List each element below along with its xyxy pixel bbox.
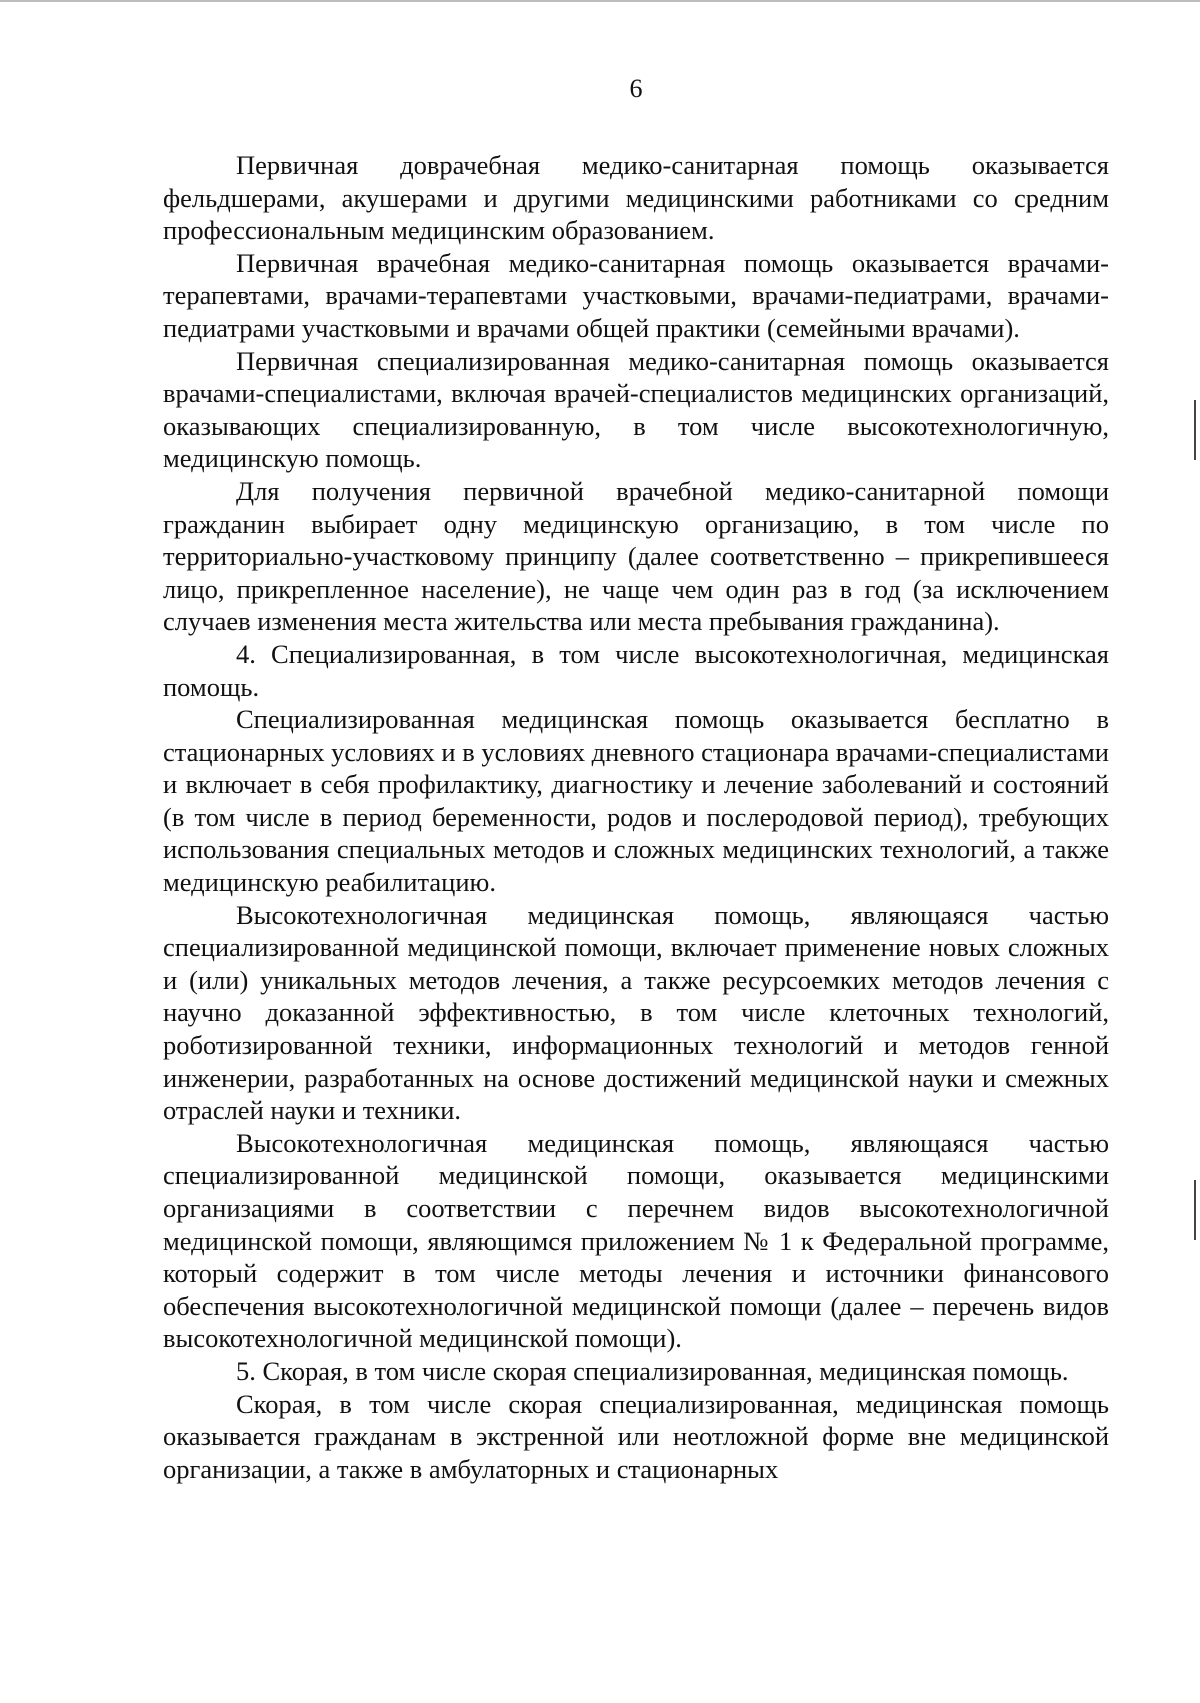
section-heading-emergency-care: 5. Скорая, в том числе скорая специализированная, медицинская помощь. (236, 1355, 1069, 1386)
scan-margin-mark (1194, 1180, 1196, 1240)
scan-margin-mark (1194, 400, 1196, 460)
paragraph-primary-physician-care: Первичная врачебная медико-санитарная помощь оказывается врачами-терапевтами, врачами-терапевтами участковыми, врачами-педиатрами, врачами-педиатрами участковыми и врачами общей практики (семейными врачами). (163, 247, 1109, 343)
paragraph-primary-pre-physician-care: Первичная доврачебная медико-санитарная помощь оказывается фельдшерами, акушерами и другими медицинскими работниками со средним профессиональным медицинским образованием. (163, 150, 1109, 246)
paragraph-primary-specialized-care: Первичная специализированная медико-санитарная помощь оказывается врачами-специалистами, включая врачей-специалистов медицинских организаций, оказывающих специализированную, в том числе высокотехнологичную, медицинскую помощь. (163, 345, 1109, 474)
document-body (163, 149, 1109, 1485)
paragraph-emergency-care: Скорая, в том числе скорая специализированная, медицинская помощь оказывается гражданам в экстренной или неотложной форме вне медицинской организации, а также в амбулаторных и стационарных (163, 1388, 1109, 1484)
paragraph-high-tech-care-definition: Высокотехнологичная медицинская помощь, являющаяся частью специализированной медицинской помощи, включает применение новых сложных и (или) уникальных методов лечения, а также ресурсоемких методов лечения с научно доказанной эффективностью, в том числе клеточных технологий, роботизированной техники, информационных технологий и методов генной инженерии, разработанных на основе достижений медицинской науки и смежных отраслей науки и техники. (163, 899, 1109, 1126)
section-heading-specialized-care: 4. Специализированная, в том числе высокотехнологичная, медицинская помощь. (163, 638, 1109, 702)
paragraph-specialized-care: Специализированная медицинская помощь оказывается бесплатно в стационарных условиях и в условиях дневного стационара врачами-специалистами и включает в себя профилактику, диагностику и лечение заболеваний и состояний (в том числе в период беременности, родов и послеродовой период), требующих использования специальных методов и сложных медицинских технологий, а также медицинскую реабилитацию. (163, 704, 1109, 898)
scan-top-edge (0, 0, 1200, 2)
paragraph-high-tech-care-provision: Высокотехнологичная медицинская помощь, являющаяся частью специализированной медицинской помощи, оказывается медицинскими организациями в соответствии с перечнем видов высокотехнологичной медицинской помощи, являющимся приложением № 1 к Федеральной программе, который содержит в том числе методы лечения и источники финансового обеспечения высокотехнологичной медицинской помощи (далее – перечень видов высокотехнологичной медицинской помощи). (163, 1127, 1109, 1354)
page-number: 6 (629, 74, 643, 103)
paragraph-choice-of-organization: Для получения первичной врачебной медико-санитарной помощи гражданин выбирает одну медицинскую организацию, в том числе по территориально-участковому принципу (далее соответственно – прикрепившееся лицо, прикрепленное население), не чаще чем один раз в год (за исключением случаев изменения места жительства или места пребывания гражданина). (163, 475, 1109, 637)
